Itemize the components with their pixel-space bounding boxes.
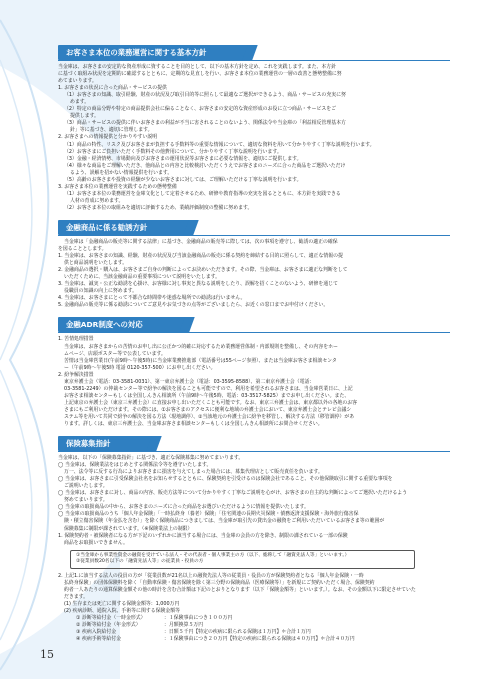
list-item: （2）お客さま本位の取組みを適切に評価するため、業績評価制度の整備に努めます。 [64, 204, 253, 211]
section-heading-insurance: 保険募集指針 [58, 436, 154, 451]
list-item: （3）商品・サービスの提供に伴いお客さまの利益が不当に害されることのないよう、関係法令や当金庫の「利益相反管理基本方 [64, 120, 346, 127]
text-line: 東京弁護士会（電話：03-3581-0031）、第一東京弁護士会（電話：03-3595-8588）、第二東京弁護士会（電話： [64, 378, 315, 385]
text-line: ー（午前9時～午後5時 電話 0120-357-500）にお申し出ください。 [64, 364, 216, 371]
limit-row [58, 636, 450, 643]
list-item: 役職員の知識の向上に努めます。 [64, 288, 137, 295]
section-rule [58, 332, 450, 333]
list-item: 2. 金融商品の選択・購入は、お客さまご自身の判断によってお決めいただきます。その際、当金庫は、お客さまに適正な判断をして [58, 267, 348, 274]
list-item: （4）様々な商品をご理解いただき、他商品との内容と比較検討いただくうえでお客さまのニーズに合った商品をご選択いただけ [64, 162, 346, 169]
section-rule [58, 451, 450, 452]
limit-label: ① 診断等給付金（一時金形式） [76, 615, 146, 622]
limit-label: ② 診断等給付金（年金形式） [76, 622, 141, 629]
list-item: めます。 [70, 99, 90, 106]
box-line: ①当金庫から事業性資金の融資を受けている法人・その代表者・個人事業主の方（以下、総称して「融資先法人等」といいます。） [76, 552, 350, 558]
list-item: （3）金融・経済情勢、市場動向及びお客さまの運用状況等お客さまに必要な情報を、適切にご提供します。 [64, 155, 302, 162]
section-heading-solicitation-policy: 金融商品に係る勧誘方針 [58, 220, 191, 235]
list-item: 5. 金融商品の販売等に係る勧誘についてご意見やお気づきの点等がございましたら、お近くの窓口までお申付けください。 [58, 302, 329, 309]
list-item: ◯ 当金庫は、お客さまに引受保険会社名をお知らせするとともに、保険契約を引受けるのは保険会社であること、その他保険取引に関する重要な事項を [58, 476, 393, 483]
text-line: 険・積立傷害保険（年金払を含む）」を除く保険商品につきましては、当金庫が取引先の貸出金の融資をご利用いただいているお客さま等の範囲が [64, 518, 385, 525]
list-item: ◯ 当金庫の取扱商品のうち「個人年金保険」「一時払終身（養老）保険」「住宅関連の長期火災保険・債務返済支援保険・海外旅行傷害保 [58, 511, 359, 518]
list-item: 提供します。 [70, 113, 99, 120]
text-line: 上記東京の弁護士会（東京三弁護士会）に直接お申し出いただくことも可能です。なお、東京三弁護士会は、東京都以外の各地のお客 [64, 399, 358, 406]
list-item: (1) 生存または死亡に関する保険金額等：1,000万円 [64, 601, 180, 608]
list-item: 2. 上記1.に該当する法人の役員の方が「従業員数が21名以上の融資先法人等の従業員・役員の方が保険契約者となる「個人年金保険・一時 [58, 572, 364, 579]
text-line: 当金庫は、以下の「保険募集指針」に基づき、適正な保険募集に努めてまいります。 [58, 455, 244, 462]
text-line: 当金庫は、お客さまの安定的な資産形成に資することを目的として、以下の基本方針を定め、これを実践します。また、本方針 [58, 64, 337, 70]
page-content [58, 40, 450, 643]
list-item: （1）お客さまの知識、取引経験、財産の状況及び取引目的等に照らして最適なご選択ができるよう、商品・サービスの充実に努 [64, 92, 346, 99]
limit-value: ：１保険事由につき２０万円【特定の疾病に限られる保険は４０万円】＊合計４０万円 [164, 636, 355, 643]
text-line: めてまいります。 [58, 78, 97, 85]
list-item: 人材の育成に努めます。 [70, 197, 124, 204]
text-line: 当金庫は「金融商品の販売等に関する法律」に基づき、金融商品の販売等に際しては、次の事項を遵守し、勧誘の適正の確保 [64, 238, 338, 245]
limit-value: ：１保険事由につき１００万円 [164, 615, 233, 622]
page-number: 15 [40, 648, 54, 661]
list-item: 1. 保険契約者・被保険者になる方が下記のいずれかに該当する場合には、当金庫の会員の方を除き、制限の課されている一部の保険 [58, 532, 348, 539]
text-line: 03-3581-2249）の仲裁センター等で紛争の解決を図ることも可能ですので、利用を希望されるお客さまは、当金庫営業日に、上記 [64, 385, 353, 392]
section-rule [58, 60, 450, 61]
text-line: お客さま相談センターもしくは全国しんきん相談所（午前9時～午後5時、電話：03-3517-5825）までお申し出ください。また、 [64, 392, 350, 399]
text-line: を図ることとします。 [58, 246, 107, 253]
list-item: 針」等に基づき、適切に管理します。 [70, 127, 153, 134]
limit-label: ④ 疾病手術等給付金 [76, 636, 122, 643]
text-line: さまにもご利用いただけます。その際には、①お客さまのアクセスに便利な地域の弁護士会において、東京弁護士会とテレビ会議シ [64, 406, 352, 413]
limit-value: ：月額換算５万円 [164, 622, 204, 629]
restricted-customers-box [70, 550, 415, 569]
list-item: 3. お客さま本位の業務運営を実践するための態勢整備 [58, 183, 177, 190]
text-line: 保険募集に制限が課されています。（※保険業法上の制限） [64, 525, 193, 532]
list-item: (2) 疾病診断、通院入院、手術等に関する保険金額等 [64, 608, 181, 615]
list-item: （1）お客さま本位の業務運営を金庫文化として定着させるため、研修や教育指導の充実を図るとともに、本方針を実践できる [64, 190, 341, 197]
text-line: 商品をお取扱いできません。 [64, 539, 128, 546]
list-item: 1. お客さまの状況に合った商品・サービスの提供 [58, 85, 167, 92]
limit-value: ：日額５千円【特定の疾病に限られる保険は１万円】＊合計１万円 [164, 629, 311, 636]
list-item: 供と商品説明をいたします。 [64, 260, 128, 267]
limit-label: ③ 疾病入院給付金 [76, 629, 117, 636]
text-line: 努めてまいります。 [64, 497, 108, 504]
text-line: ご説明いたします。 [64, 483, 108, 490]
section-heading-adr: 金融ADR制度への対応 [58, 317, 187, 332]
list-item: 2. 紛争解決措置 [58, 371, 94, 378]
text-line: ムページ、店頭ポスター等で公表しています。 [64, 350, 166, 357]
list-item: （5）高齢のお客さまや投資の経験が少ないお客さまに対しては、ご理解いただける丁寧な説明を行います。 [64, 176, 302, 183]
list-item: ◯ 当金庫は、保険業法をはじめとする関係法令等を遵守いたします。 [58, 462, 212, 469]
text-line: に基づく取組み状況を定期的に確認するとともに、定期的な見直しを行い、お客さま本位の業務運営の一層の改善と態勢整備に努 [58, 71, 342, 78]
box-line: ②従業員数20名以下の「融資先法人等」の従業員・役員の方 [76, 559, 204, 565]
list-item: ◯ 当金庫の取扱商品の中から、お客さまのニーズに合った商品をお選びいただけるように情報を提供いたします。 [58, 504, 309, 511]
text-line: 払終身保険」の団体保険料を除く「自動車保険・傷害保険を除く第三分野の保険商品（医療保険等）」を新規にご契約いただく場合、保険契約 [64, 579, 375, 586]
text-line: 約者一人あたりの通算保険金額その他の時計を含む合計額は下記のとおりとなります（以下「保険金額等」といいます。）。なお、その金額以下に限定させていた [64, 586, 416, 593]
list-item: るよう、誤解を招かない情報提供を行います。 [70, 169, 173, 176]
list-item: （2）お客さまにご負担いただく手数料その他費用について、分かりやすく丁寧な説明を行います。 [64, 148, 282, 155]
list-item: ◯ 当金庫は、お客さまに対し、商品の内容、販売方法等について分かりやすく丁寧なご説明を心がけ、お客さまの自主的な判断によってご選択いただけるよう [58, 490, 408, 497]
text-line: ります。詳しくは、東京三弁護士会、当金庫お客さま相談センターもしくは全国しんきん相談所にお問合せください。 [64, 421, 323, 428]
list-item: 2. お客さまへの情報提供と分かりやすい説明 [58, 134, 158, 141]
section-heading-customer-first: お客さま本位の業務運営に関する基本方針 [58, 45, 250, 60]
list-item: いただくために、当該金融商品の重要事項について説明をいたします。 [64, 274, 221, 281]
text-line: ステム等を用いて共同で紛争の解決を図る方法（現地調停）、②当該地元の弁護士会に紛争を移管し、解決する方法（移管調停）があ [64, 413, 355, 420]
list-item: 3. 当金庫は、誠実・公正な勧誘を心掛け、お客様に対し事実と異なる説明をしたり、誤解を招くことのないよう、研修を通じて [58, 281, 338, 288]
text-line: 当金庫は、お客さまからの苦情のお申し出に公正かつ的確に対応するため業務運営体制・内部規則を整備し、その内容をホー [64, 343, 338, 350]
text-line: 苦情は当金庫営業日(午前9時～午後5時)に当金庫業務推進部（電話番号は55ページ参照）、または当金庫お客さま相談センタ [64, 357, 337, 364]
list-item: （1）商品の特性、リスク及びお客さまが負担する手数料等の重要な情報について、適切な資料を用いて分かりやすく丁寧な説明を行います。 [64, 141, 375, 148]
text-line: 万一、法令等に反する行為によりお客さまに損害を与えてしまった場合には、募集代理店として販売責任を負います。 [64, 469, 323, 476]
list-item: 1. 苦情処理措置 [58, 336, 94, 343]
text-line: だきます。 [64, 594, 89, 600]
list-item: 1. 当金庫は、お客さまの知識、経験、財産の状況及び当該金融商品の販売に係る契約を締結する目的に照らして、適正な情報の提 [58, 253, 343, 260]
list-item: （2）特定の商品分野や特定の商品提供会社に偏ることなく、お客さまの安定的な資産形成のお役に立つ商品・サービスをご [64, 106, 337, 113]
section-rule [58, 235, 450, 236]
list-item: 4. 当金庫は、お客さまにとって不都合な時間帯や迷惑な場所での勧誘は行いません。 [58, 295, 246, 302]
